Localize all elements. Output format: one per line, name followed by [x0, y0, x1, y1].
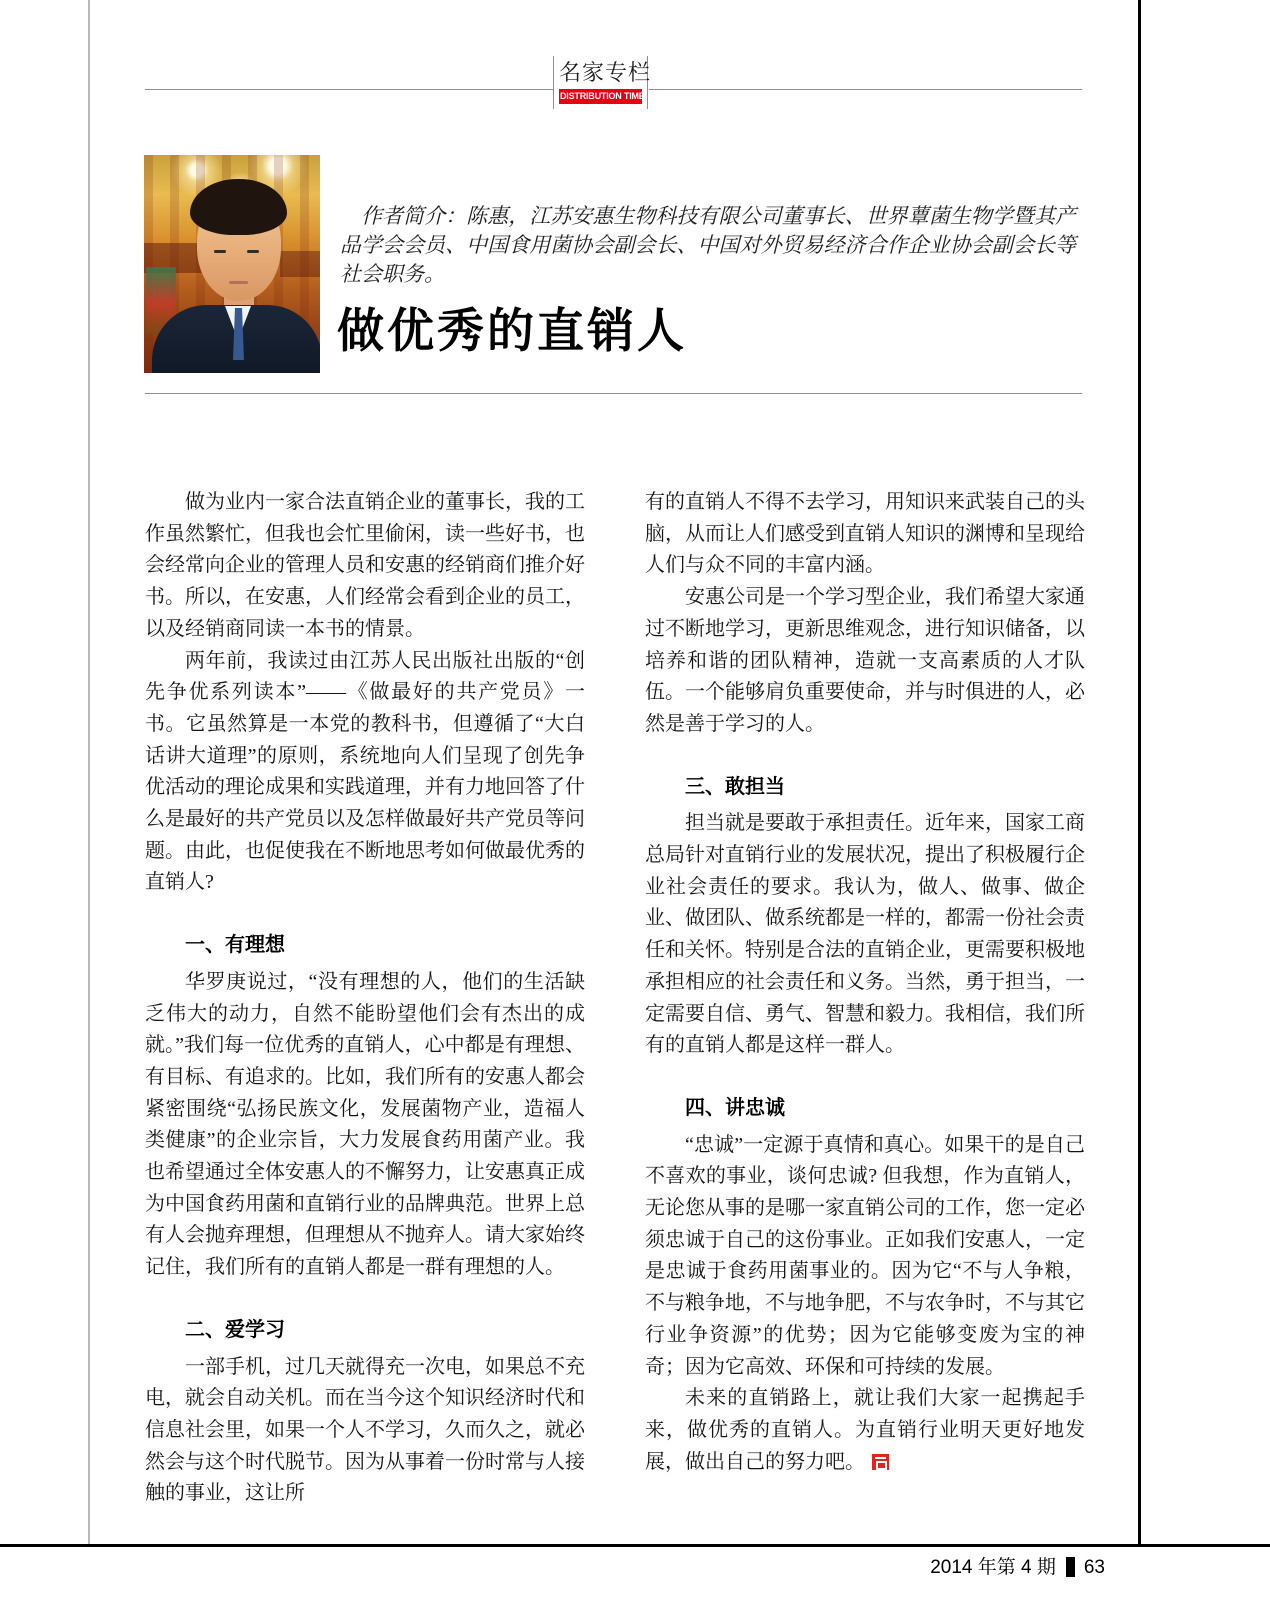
- portrait-eye-right: [247, 250, 259, 253]
- paragraph: 安惠公司是一个学习型企业，我们希望大家通过不断地学习，更新思维观念，进行知识储备，以培养和谐的团队精神，造就一支高素质的人才队伍。一个能够肩负重要使命，并与时俱进的人，必然是善于学习的人。: [645, 586, 1085, 735]
- closing-paragraph-text: 未来的直销路上，就让我们大家一起携起手来，做优秀的直销人。为直销行业明天更好地发展，做出自己的努力吧。: [645, 1387, 1085, 1473]
- column-subtitle-badge: DISTRIBUTION TIME: [559, 89, 642, 104]
- end-mark-icon: [872, 1454, 889, 1470]
- column-title: 名家专栏: [559, 60, 652, 85]
- right-page-rule: [1138, 0, 1141, 1546]
- page-number: 63: [1083, 1557, 1105, 1578]
- issue-label: 2014 年第 4 期: [930, 1557, 1056, 1578]
- author-photo: [144, 155, 320, 373]
- header-line-left: [145, 89, 553, 90]
- portrait-eye-left: [214, 250, 226, 253]
- paragraph: 两年前，我读过由江苏人民出版社出版的“创先争优系列读本”——《做最好的共产党员》一书。它虽然算是一本党的教科书，但遵循了“大白话讲大道理”的原则，系统地向人们呈现了创先争优活动的理论成果和实践道理，并有力地回答了什么是最好的共产党员以及怎样做最好共产党员等问题。由此，也促使我在不断地思考如何做最优秀的直销人?: [145, 649, 585, 894]
- paragraph: 做为业内一家合法直销企业的董事长，我的工作虽然繁忙，但我也会忙里偷闲，读一些好书，也会经常向企业的管理人员和安惠的经销商们推介好书。所以，在安惠，人们经常会看到企业的员工，以及经销商同读一本书的情景。: [145, 491, 585, 640]
- paragraph-continued: 有的直销人不得不去学习，用知识来武装自己的头脑，从而让人们感受到直销人知识的渊博和呈现给人们与众不同的丰富内涵。: [645, 491, 1085, 577]
- section-heading-4: 四、讲忠诚: [685, 1096, 785, 1119]
- page-footer: [0, 1556, 1105, 1580]
- article-right-column: [645, 487, 1085, 1478]
- paragraph: 一部手机，过几天就得充一次电，如果总不充电，就会自动关机。而在当今这个知识经济时代和信息社会里，如果一个人不学习，久而久之，就必然会与这个时代脱节。因为从事着一份时常与人接触的事业，这让所: [145, 1355, 585, 1505]
- paragraph: “忠诚”一定源于真情和真心。如果干的是自己不喜欢的事业，谈何忠诚? 但我想，作为直销人，无论您从事的是哪一家直销公司的工作，您一定必须忠诚于自己的这份事业。正如我们安惠人，一定是忠诚于食药用菌事业的。因为它“不与人争粮，不与粮争地，不与地争肥，不与农争时，不与其它行业争资源”的优势；因为它能够变废为宝的神奇；因为它高效、环保和可持续的发展。: [645, 1133, 1085, 1378]
- left-page-rule: [88, 0, 90, 1546]
- header-line-right: [649, 89, 1082, 90]
- author-intro: 作者简介：陈惠，江苏安惠生物科技有限公司董事长、世界蕈菌生物学暨其产品学会会员、中国食用菌协会副会长、中国对外贸易经济合作企业协会副会长等社会职务。: [340, 204, 1076, 286]
- section-heading-2: 二、爱学习: [185, 1318, 285, 1341]
- footer-bar: [1066, 1557, 1075, 1577]
- photo-railing-right: [280, 251, 320, 277]
- closing-paragraph: [645, 1383, 1085, 1478]
- footer-rule: [0, 1544, 1270, 1547]
- column-header: [553, 56, 652, 109]
- article-title: 做优秀的直销人: [337, 304, 687, 357]
- article-left-column: [145, 487, 585, 1510]
- portrait-mouth: [229, 281, 248, 284]
- section-heading-3: 三、敢担当: [685, 775, 785, 798]
- paragraph: 担当就是要敢于承担责任。近年来，国家工商总局针对直销行业的发展状况，提出了积极履行企业社会责任的要求。我认为，做人、做事、做企业、做团队、做系统都是一样的，都需一份社会责任和关怀。特别是合法的直销企业，更需要积极地承担相应的社会责任和义务。当然，勇于担当，一定需要自信、勇气、智慧和毅力。我相信，我们所有的直销人都是这样一群人。: [645, 812, 1085, 1057]
- section-heading-1: 一、有理想: [185, 934, 285, 957]
- section-divider: [145, 393, 1082, 394]
- paragraph: 华罗庚说过，“没有理想的人，他们的生活缺乏伟大的动力，自然不能盼望他们会有杰出的成就。”我们每一位优秀的直销人，心中都是有理想、有目标、有追求的。比如，我们所有的安惠人都会紧密围绕“弘扬民族文化，发展菌物产业，造福人类健康”的企业宗旨，大力发展食药用菌产业。我也希望通过全体安惠人的不懈努力，让安惠真正成为中国食药用菌和直销行业的品牌典范。世界上总有人会抛弃理想，但理想从不抛弃人。请大家始终记住，我们所有的直销人都是一群有理想的人。: [145, 970, 585, 1279]
